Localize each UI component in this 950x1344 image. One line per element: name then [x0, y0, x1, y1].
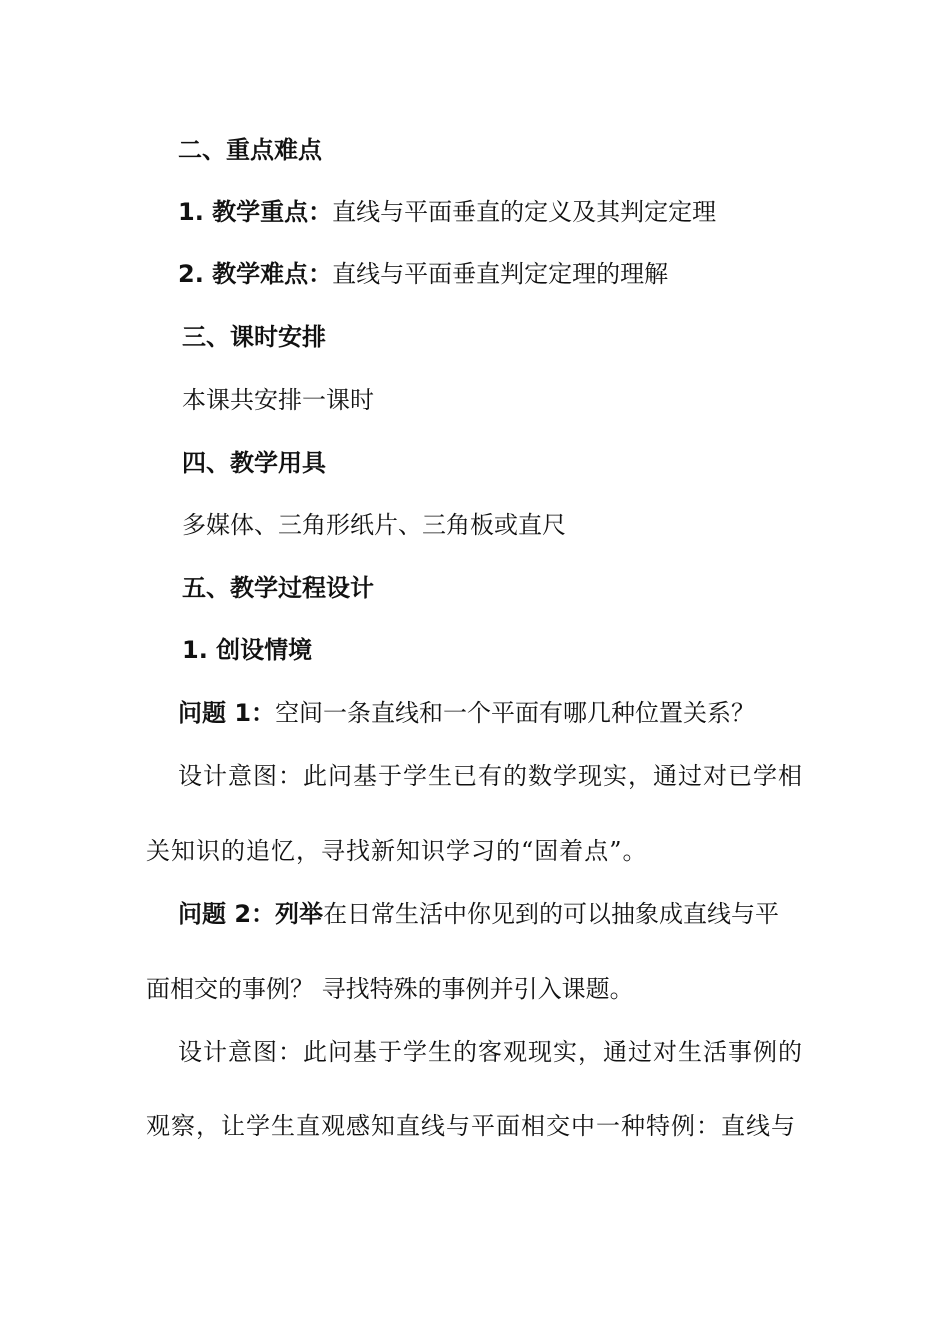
teaching-tools-text: 多媒体、三角形纸片、三角板或直尺 — [182, 511, 566, 539]
teaching-difficulty-text: 直线与平面垂直判定定理的理解 — [332, 260, 669, 288]
question-1-line — [178, 696, 755, 730]
design-intent-2-line-1: 设计意图：此问基于学生的客观现实，通过对生活事例的 — [178, 1038, 803, 1066]
question-2-line-1 — [178, 897, 779, 931]
teaching-difficulty-line — [178, 257, 668, 291]
question-2-label: 问题 2：列举 — [178, 900, 324, 928]
teaching-difficulty-label: 2. 教学难点： — [178, 260, 333, 288]
question-2-line-2: 面相交的事例？ 寻找特殊的事例并引入课题。 — [146, 975, 634, 1003]
schedule-text: 本课共安排一课时 — [182, 386, 374, 414]
heading-teaching-process: 五、教学过程设计 — [182, 574, 374, 602]
heading-key-difficulties: 二、重点难点 — [178, 136, 322, 164]
heading-teaching-tools: 四、教学用具 — [182, 449, 326, 477]
subheading-create-situation: 1. 创设情境 — [182, 636, 313, 664]
question-1-text: 空间一条直线和一个平面有哪几种位置关系？ — [275, 699, 756, 727]
teaching-focus-label: 1. 教学重点： — [178, 198, 333, 226]
question-1-label: 问题 1： — [178, 699, 276, 727]
design-intent-1-line-1: 设计意图：此问基于学生已有的数学现实，通过对已学相 — [178, 762, 803, 790]
design-intent-1-line-2: 关知识的追忆，寻找新知识学习的“固着点”。 — [146, 837, 648, 865]
teaching-focus-line — [178, 195, 716, 229]
question-2-text-1: 在日常生活中你见到的可以抽象成直线与平 — [323, 900, 780, 928]
heading-schedule: 三、课时安排 — [182, 323, 326, 351]
teaching-focus-text: 直线与平面垂直的定义及其判定定理 — [332, 198, 717, 226]
design-intent-2-line-2: 观察，让学生直观感知直线与平面相交中一种特例：直线与 — [146, 1112, 796, 1140]
